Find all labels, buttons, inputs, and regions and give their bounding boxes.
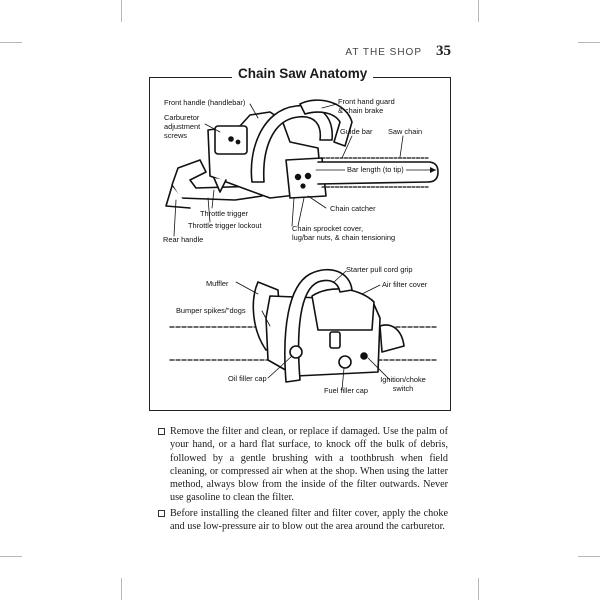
checklist-item: Before installing the cleaned filter and filter cover, apply the choke and use low-pressure air to blow out the area around the carburetor. [158, 507, 448, 534]
label-front-guard: Front hand guard & chain brake [338, 97, 395, 115]
label-muffler: Muffler [206, 279, 229, 288]
label-carburetor: Carburetor adjustment screws [164, 113, 201, 140]
figure-title: Chain Saw Anatomy [232, 66, 373, 81]
label-air-filter-cover: Air filter cover [382, 280, 428, 289]
label-saw-chain: Saw chain [388, 127, 423, 136]
chainsaw-side-view [166, 100, 438, 208]
label-front-handle: Front handle (handlebar) [164, 98, 246, 107]
body-text [158, 425, 448, 535]
label-ignition-switch: Ignition/choke switch [380, 375, 426, 393]
label-bumper-spikes: Bumper spikes/"dogs [176, 306, 246, 315]
label-throttle-trigger: Throttle trigger [200, 209, 249, 218]
checkbox-icon [158, 428, 165, 435]
section-title: AT THE SHOP [345, 47, 422, 58]
checklist-item: Remove the filter and clean, or replace if damaged. Use the palm of your hand, or a hard flat surface, to knock off the bulk of debris, followed by a gentle brushing with a toothbrush when field cleaning, or compressed air when at the shop. When using the latter method, always blow from the inside of the filter outwards. Never use gasoline to clean the filter. [158, 425, 448, 505]
label-throttle-lockout: Throttle trigger lockout [188, 221, 262, 230]
page-number: 35 [436, 43, 451, 59]
label-chain-catcher: Chain catcher [330, 204, 376, 213]
label-starter-grip: Starter pull cord grip [346, 265, 413, 274]
label-bar-length: Bar length (to tip) [347, 165, 404, 174]
label-oil-filler-cap: Oil filler cap [228, 374, 267, 383]
checkbox-icon [158, 510, 165, 517]
label-fuel-filler-cap: Fuel filler cap [324, 386, 368, 395]
label-guide-bar: Guide bar [340, 127, 373, 136]
label-sprocket-cover: Chain sprocket cover, lug/bar nuts, & chain tensioning [292, 224, 396, 242]
label-rear-handle: Rear handle [163, 235, 204, 244]
